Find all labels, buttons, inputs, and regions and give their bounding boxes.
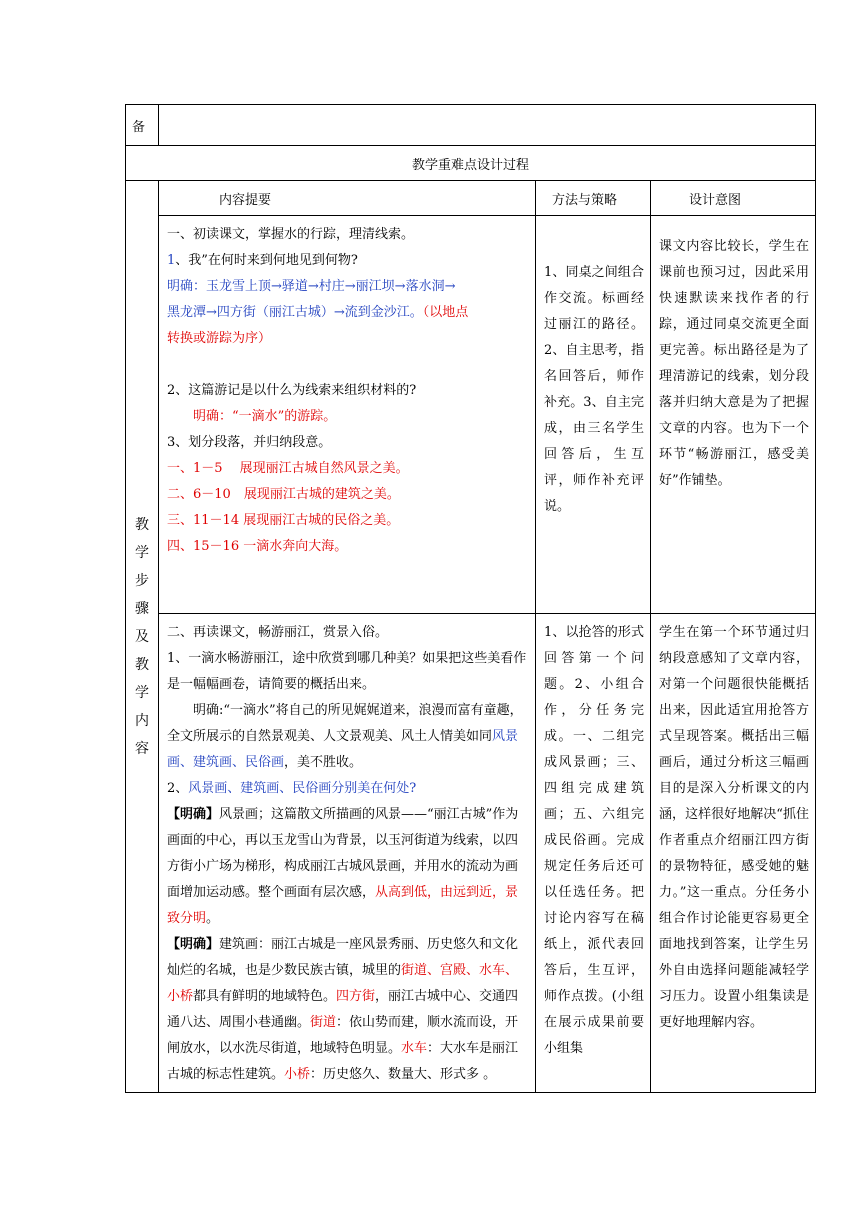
lesson-plan-table xyxy=(125,104,816,1093)
block1-content: 一、初读课文，掌握水的行踪，理清线索。 1、我”在何时来到何地见到何物? 明确：玉龙雪上顶→驿道→村庄→丽江坝→落水洞→ 黑龙潭→四方街（丽江古城）→流到金沙江。（以地点 转换或游踪为序） 2、这篇游记是以什么为线索来组织材料的? 明确：“一滴水”的游踪。 3、划分段落，并归纳段意。 一、1－5 展现丽江古城自然风景之美。 二、6－10 展现丽江古城的建筑之美。 三、11－14 展现丽江古城的民俗之美。 四、15－16 一滴水奔向大海。 xyxy=(159,216,536,614)
block1-row xyxy=(126,216,816,614)
col-header-intent: 设计意图 xyxy=(651,181,816,216)
bei-row xyxy=(126,105,816,146)
section-title-row xyxy=(126,146,816,181)
bei-content xyxy=(159,105,816,146)
block2-method: 1、以抢答的形式回答第一个问题。2、小组合作，分任务完成。一、二组完成风景画；三、四组完成建筑画；五、六组完成民俗画。完成规定任务后还可以任选任务。把讨论内容写在稿纸上，派代表回答后，生互评，师作点拨。(小组在展示成果前要小组集 xyxy=(536,614,651,1093)
column-header-row xyxy=(126,181,816,216)
block2-content: 二、再读课文，畅游丽江，赏景入俗。 1、一滴水畅游丽江，途中欣赏到哪几种美？如果把这些美看作是一幅幅画卷，请简要的概括出来。 明确:“一滴水”将自己的所见娓娓道来，浪漫而富有童趣，全文所展示的自然景观美、人文景观美、风土人情美如同风景画、建筑画、民俗画，美不胜收。 2、风景画、建筑画、民俗画分别美在何处? 【明确】风景画；这篇散文所描画的风景——“丽江古城”作为画面的中心，再以玉龙雪山为背景，以玉河街道为线索，以四方街小广场为梯形，构成丽江古城风景画，并用水的流动为画面增加运动感。整个画面有层次感，从高到低，由远到近，景致分明。 【明确】建筑画：丽江古城是一座风景秀丽、历史悠久和文化灿烂的名城，也是少数民族古镇，城里的街道、宫殿、水车、小桥都具有鲜明的地域特色。四方街，丽江古城中心、交通四通八达、周围小巷通幽。街道：依山势而建，顺水流而设，开闸放水，以水洗尽街道，地域特色明显。水车：大水车是丽江古城的标志性建筑。小桥：历史悠久、数量大、形式多 。 xyxy=(159,614,536,1093)
block2-intent: 学生在第一个环节通过归纳段意感知了文章内容，对第一个问题很快能概括出来，因此适宜用抢答方式呈现答案。概括出三幅画后，通过分析这三幅画目的是深入分析课文的内涵，这样很好地解决“抓住作者重点介绍丽江四方街的景物特征，感受她的魅力。”这一重点。分任务小组合作讨论能更容易更全面地找到答案，让学生另外自由选择问题能减轻学习压力。设置小组集读是更好地理解内容。 xyxy=(651,614,816,1093)
bei-label: 备 xyxy=(126,105,159,146)
section-title: 教学重难点设计过程 xyxy=(126,146,816,181)
block1-intent: 课文内容比较长，学生在课前也预习过，因此采用快速默读来找作者的行踪，通过同桌交流更全面更完善。标出路径是为了理清游记的线索，划分段落并归纳大意是为了把握文章的内容。也为下一个环节“畅游丽江，感受美好”作铺垫。 xyxy=(651,216,816,614)
block2-row xyxy=(126,614,816,1093)
col-header-content: 内容提要 xyxy=(159,181,536,216)
lesson-plan-table-wrapper xyxy=(125,104,815,1093)
block1-method: 1、同桌之间组合作交流。标画经过丽江的路径。2、自主思考，指名回答后，师作补充。3、自主完成，由三名学生回答后，生互评，师作补充评说。 xyxy=(536,216,651,614)
side-label: 教 学 步 骤 及 教 学 内 容 xyxy=(126,181,159,1093)
col-header-method: 方法与策略 xyxy=(536,181,651,216)
